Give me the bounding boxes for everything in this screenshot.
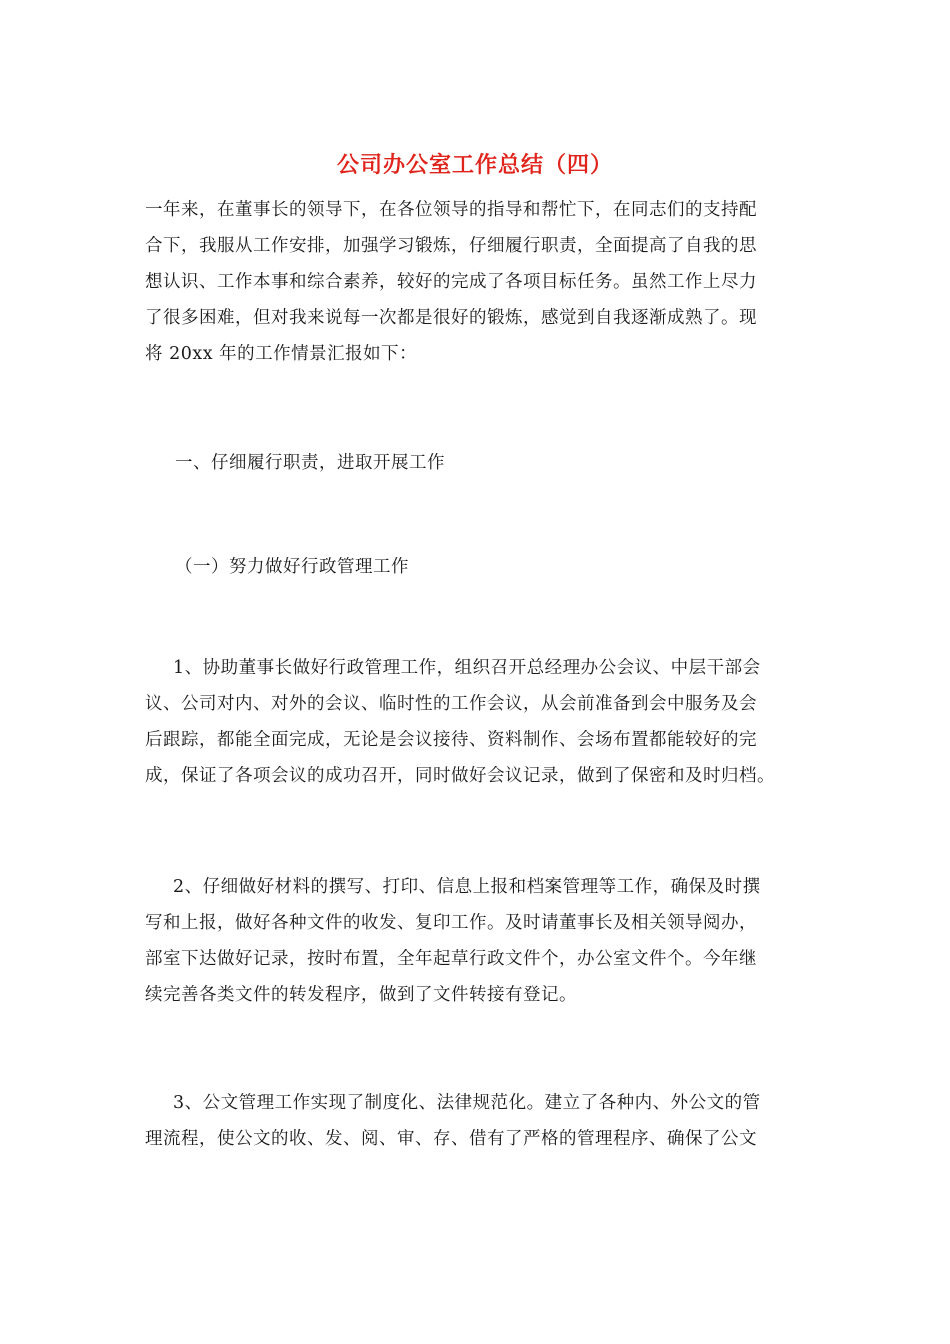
intro-line-3: 想认识、工作本事和综合素养，较好的完成了各项目标任务。虽然工作上尽力: [145, 272, 757, 292]
item-1-line-1: 1、协助董事长做好行政管理工作，组织召开总经理办公会议、中层干部会: [173, 658, 761, 678]
item-2-line-4: 续完善各类文件的转发程序，做到了文件转接有登记。: [145, 985, 577, 1005]
item-1-line-4: 成，保证了各项会议的成功召开，同时做好会议记录，做到了保密和及时归档。: [145, 766, 775, 786]
section-1-heading: 一、仔细履行职责，进取开展工作: [175, 453, 445, 473]
subsection-1-heading: （一）努力做好行政管理工作: [175, 557, 409, 577]
intro-line-1: 一年来，在董事长的领导下，在各位领导的指导和帮忙下，在同志们的支持配: [145, 200, 757, 220]
item-3-line-1: 3、公文管理工作实现了制度化、法律规范化。建立了各种内、外公文的管: [173, 1093, 761, 1113]
intro-line-5: 将 20xx 年的工作情景汇报如下：: [145, 344, 418, 364]
item-3-line-2: 理流程，使公文的收、发、阅、审、存、借有了严格的管理程序、确保了公文: [145, 1129, 757, 1149]
intro-line-2: 合下，我服从工作安排，加强学习锻炼，仔细履行职责，全面提高了自我的思: [145, 236, 757, 256]
document-title: 公司办公室工作总结（四）: [336, 153, 613, 178]
intro-line-4: 了很多困难，但对我来说每一次都是很好的锻炼，感觉到自我逐渐成熟了。现: [145, 308, 757, 328]
item-2-line-2: 写和上报，做好各种文件的收发、复印工作。及时请董事长及相关领导阅办，: [145, 913, 757, 933]
item-1-line-2: 议、公司对内、对外的会议、临时性的工作会议，从会前准备到会中服务及会: [145, 694, 757, 714]
item-1-line-3: 后跟踪，都能全面完成，无论是会议接待、资料制作、会场布置都能较好的完: [145, 730, 757, 750]
item-2-line-1: 2、仔细做好材料的撰写、打印、信息上报和档案管理等工作，确保及时撰: [173, 877, 761, 897]
item-2-line-3: 部室下达做好记录，按时布置，全年起草行政文件个，办公室文件个。今年继: [145, 949, 757, 969]
